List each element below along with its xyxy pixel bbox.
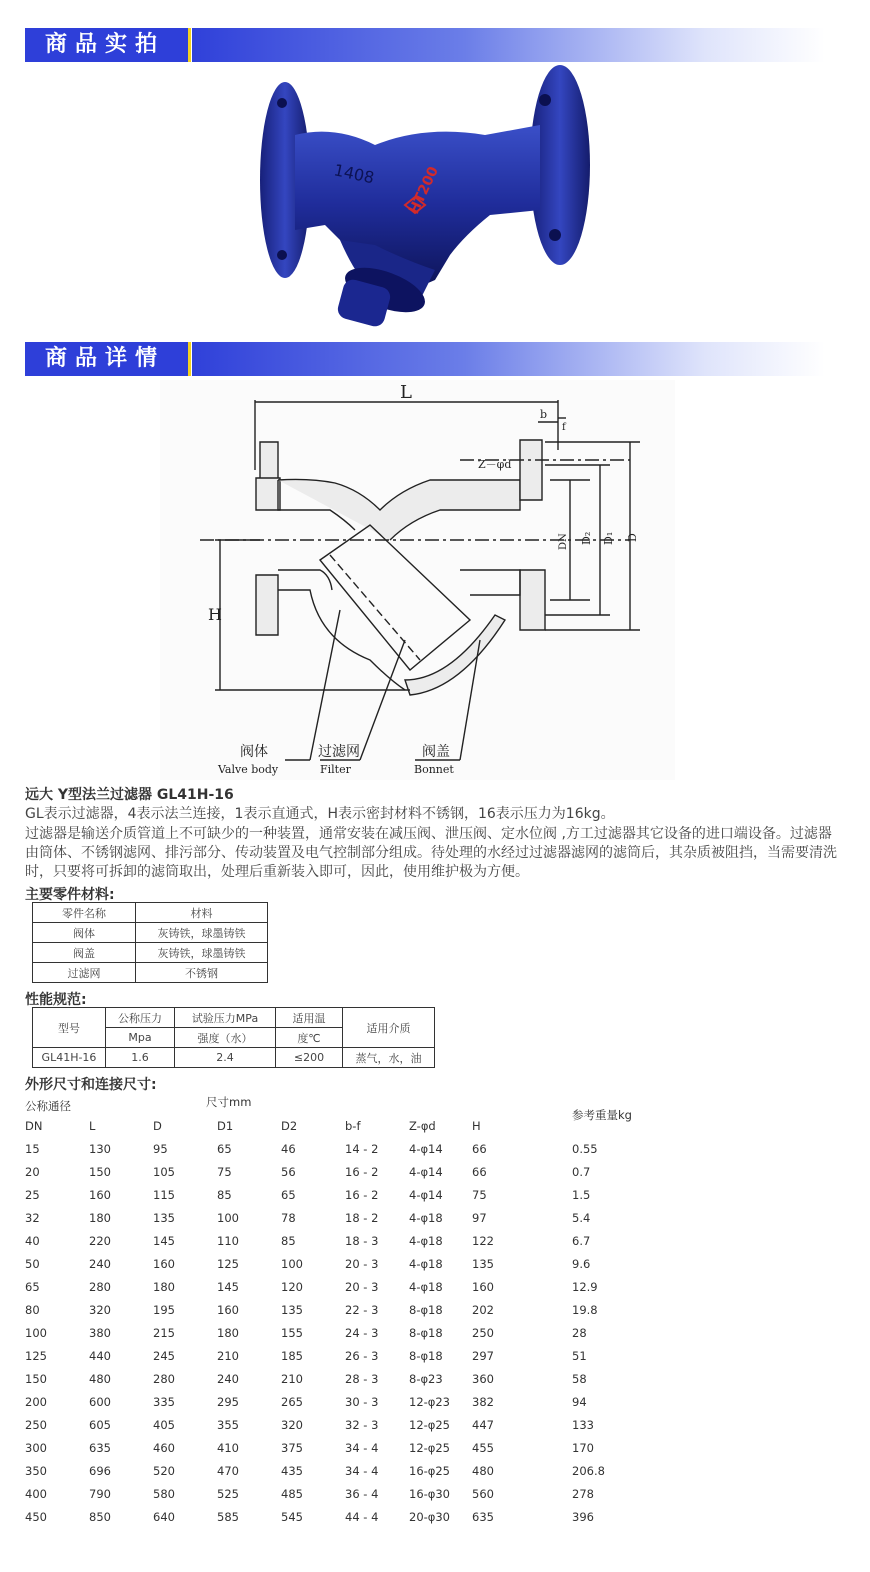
dim-table-cell: 34 - 4: [345, 1441, 379, 1455]
dim-table-cell: 12-φ23: [409, 1395, 451, 1409]
dim-table-cell: 300: [25, 1441, 47, 1455]
dim-table-cell: 4-φ18: [409, 1257, 443, 1271]
dim-table-cell: 32 - 3: [345, 1418, 379, 1432]
table-cell: GL41H-16: [33, 1048, 106, 1068]
table-cell: 灰铸铁，球墨铸铁: [136, 923, 268, 943]
dim-table-cell: 65: [281, 1188, 296, 1202]
dim-table-cell: 145: [217, 1280, 239, 1294]
dim-table-cell: 125: [25, 1349, 47, 1363]
dim-table-cell: 32: [25, 1211, 40, 1225]
dim-table-cell: 335: [153, 1395, 175, 1409]
dim-table-cell: 240: [217, 1372, 239, 1386]
table-cell: ≤200: [276, 1048, 343, 1068]
dim-table-cell: 145: [153, 1234, 175, 1248]
dim-table-cell: 20 - 3: [345, 1257, 379, 1271]
dim-table-cell: 375: [281, 1441, 303, 1455]
dim-table-cell: 4-φ18: [409, 1211, 443, 1225]
nominal-diameter-label: 公称通径: [25, 1099, 71, 1113]
dim-table-cell: 28 - 3: [345, 1372, 379, 1386]
materials-heading: 主要零件材料:: [25, 887, 115, 903]
dim-table-cell: 400: [25, 1487, 47, 1501]
dim-table-cell: 85: [281, 1234, 296, 1248]
dim-table-cell: 202: [472, 1303, 494, 1317]
table-row: [33, 943, 268, 963]
dim-table-cell: 66: [472, 1142, 487, 1156]
svg-text:1408: 1408: [332, 160, 376, 188]
table-header-cell: 零件名称: [33, 903, 136, 923]
dim-table-cell: 22 - 3: [345, 1303, 379, 1317]
table-header-cell: 适用介质: [343, 1008, 435, 1048]
drawing-label-D2: D₂: [580, 531, 593, 545]
dim-table-cell: 280: [153, 1372, 175, 1386]
dim-table-cell: 155: [281, 1326, 303, 1340]
dim-table-cell: 160: [472, 1280, 494, 1294]
dim-table-cell: 16 - 2: [345, 1188, 379, 1202]
product-photo: [255, 65, 600, 337]
dim-column-header: D1: [217, 1119, 234, 1133]
dim-table-cell: 180: [89, 1211, 111, 1225]
dim-table-cell: 635: [89, 1441, 111, 1455]
dim-table-cell: 20 - 3: [345, 1280, 379, 1294]
dim-table-cell: 278: [572, 1487, 594, 1501]
dim-table-cell: 75: [217, 1165, 232, 1179]
dim-table-cell: 4-φ14: [409, 1188, 443, 1202]
table-header-cell: 型号: [33, 1008, 106, 1048]
table-header-row: [33, 903, 268, 923]
table-cell: 不锈钢: [136, 963, 268, 983]
dim-table-cell: 480: [89, 1372, 111, 1386]
dim-table-cell: 480: [472, 1464, 494, 1478]
casting-mark: HT200: [406, 164, 442, 217]
drawing-label-f: f: [562, 422, 566, 433]
dim-table-cell: 150: [89, 1165, 111, 1179]
dim-column-header: D2: [281, 1119, 298, 1133]
dim-table-cell: 1.5: [572, 1188, 591, 1202]
table-header-cell: 试验压力MPa: [175, 1008, 276, 1028]
dim-table-cell: 16 - 2: [345, 1165, 379, 1179]
dim-table-cell: 85: [217, 1188, 232, 1202]
dim-table-cell: 160: [217, 1303, 239, 1317]
table-cell: 过滤网: [33, 963, 136, 983]
table-cell: 蒸气，水，油: [343, 1048, 435, 1068]
dim-column-header: Z-φd: [409, 1119, 436, 1133]
dim-table-cell: 0.7: [572, 1165, 591, 1179]
photo-section-title: 商品实拍: [45, 32, 166, 57]
dim-table-cell: 34 - 4: [345, 1464, 379, 1478]
dim-table-cell: 18 - 2: [345, 1211, 379, 1225]
dim-table-cell: 447: [472, 1418, 494, 1432]
performance-heading: 性能规范:: [25, 992, 87, 1008]
drawing-label-zphid: Z－φd: [478, 458, 512, 471]
dim-column-header: D: [153, 1119, 162, 1133]
dim-table-cell: 600: [89, 1395, 111, 1409]
dim-table-cell: 790: [89, 1487, 111, 1501]
dim-table-cell: 135: [153, 1211, 175, 1225]
dim-table-cell: 396: [572, 1510, 594, 1524]
dim-table-cell: 8-φ23: [409, 1372, 443, 1386]
table-header-cell: 度℃: [276, 1028, 343, 1048]
dim-table-cell: 520: [153, 1464, 175, 1478]
dim-table-cell: 405: [153, 1418, 175, 1432]
dim-table-cell: 20: [25, 1165, 40, 1179]
dim-table-cell: 185: [281, 1349, 303, 1363]
dim-table-cell: 250: [472, 1326, 494, 1340]
dim-column-header: b-f: [345, 1119, 361, 1133]
part-bonnet-en: Bonnet: [414, 763, 454, 776]
dim-table-cell: 4-φ14: [409, 1165, 443, 1179]
dim-table-cell: 133: [572, 1418, 594, 1432]
drawing-label-D1: D₁: [602, 531, 615, 545]
product-desc-usage: 过滤器是输送介质管道上不可缺少的一种装置，通常安装在减压阀、泄压阀、定水位阀 ,方工过滤器其它设备的进口端设备。过滤器由筒体、不锈钢滤网、排污部分、传动装置及电气控制部分组成。待处理的水经过过滤器滤网的滤筒后，其杂质被阻挡，当需要清洗时，只要将可拆卸的滤筒取出，处理后重新装入即可，因此，使用维护极为方便。: [25, 826, 837, 880]
dim-table-cell: 19.8: [572, 1303, 598, 1317]
table-cell: 阀盖: [33, 943, 136, 963]
dim-table-cell: 5.4: [572, 1211, 591, 1225]
dim-table-cell: 12-φ25: [409, 1418, 451, 1432]
dim-table-cell: 460: [153, 1441, 175, 1455]
dim-table-cell: 12.9: [572, 1280, 598, 1294]
performance-table: [32, 1007, 435, 1068]
dim-table-cell: 24 - 3: [345, 1326, 379, 1340]
product-title: 远大 Y型法兰过滤器 GL41H-16: [25, 787, 234, 803]
dim-table-cell: 25: [25, 1188, 40, 1202]
drawing-label-L: L: [400, 382, 412, 403]
dim-table-cell: 4-φ18: [409, 1280, 443, 1294]
dim-table-cell: 180: [153, 1280, 175, 1294]
dim-table-cell: 36 - 4: [345, 1487, 379, 1501]
dim-column-header: DN: [25, 1119, 43, 1133]
dim-table-cell: 350: [25, 1464, 47, 1478]
dim-table-cell: 150: [25, 1372, 47, 1386]
dim-table-cell: 58: [572, 1372, 587, 1386]
dim-table-cell: 640: [153, 1510, 175, 1524]
dim-table-cell: 105: [153, 1165, 175, 1179]
dim-table-cell: 50: [25, 1257, 40, 1271]
dim-table-cell: 4-φ18: [409, 1234, 443, 1248]
dim-table-cell: 95: [153, 1142, 168, 1156]
dim-table-cell: 44 - 4: [345, 1510, 379, 1524]
dim-table-cell: 100: [25, 1326, 47, 1340]
dim-table-cell: 160: [153, 1257, 175, 1271]
dimensions-heading: 外形尺寸和连接尺寸:: [25, 1077, 157, 1093]
dim-table-cell: 130: [89, 1142, 111, 1156]
dim-table-cell: 8-φ18: [409, 1349, 443, 1363]
dim-column-header: H: [472, 1119, 481, 1133]
dim-table-cell: 12-φ25: [409, 1441, 451, 1455]
dim-table-cell: 200: [25, 1395, 47, 1409]
dim-table-cell: 265: [281, 1395, 303, 1409]
dim-table-cell: 206.8: [572, 1464, 605, 1478]
dim-table-cell: 16-φ25: [409, 1464, 451, 1478]
table-header-cell: Mpa: [106, 1028, 175, 1048]
dim-table-cell: 66: [472, 1165, 487, 1179]
dim-table-cell: 220: [89, 1234, 111, 1248]
dim-table-cell: 470: [217, 1464, 239, 1478]
drawing-label-DN: DN: [558, 533, 569, 550]
dim-table-cell: 15: [25, 1142, 40, 1156]
table-cell: 2.4: [175, 1048, 276, 1068]
dim-table-cell: 215: [153, 1326, 175, 1340]
dim-column-header: L: [89, 1119, 96, 1133]
table-row: [33, 1048, 435, 1068]
detail-section-title: 商品详情: [45, 346, 166, 371]
dim-table-cell: 382: [472, 1395, 494, 1409]
dim-table-cell: 297: [472, 1349, 494, 1363]
dim-table-cell: 410: [217, 1441, 239, 1455]
dim-table-cell: 245: [153, 1349, 175, 1363]
dim-table-cell: 240: [89, 1257, 111, 1271]
dim-table-cell: 580: [153, 1487, 175, 1501]
dim-table-cell: 450: [25, 1510, 47, 1524]
table-header-cell: 公称压力: [106, 1008, 175, 1028]
detail-section-banner: [25, 342, 825, 376]
dim-table-cell: 28: [572, 1326, 587, 1340]
part-body-en: Valve body: [218, 763, 279, 776]
table-row: [33, 963, 268, 983]
materials-table: [32, 902, 268, 983]
dim-table-cell: 65: [25, 1280, 40, 1294]
product-desc-model: GL表示过滤器，4表示法兰连接，1表示直通式，H表示密封材料不锈钢，16表示压力为16kg。: [25, 806, 615, 822]
dim-table-cell: 605: [89, 1418, 111, 1432]
dim-table-cell: 16-φ30: [409, 1487, 451, 1501]
dim-table-cell: 210: [217, 1349, 239, 1363]
drawing-label-H: H: [208, 605, 222, 624]
drawing-label-D: D: [626, 533, 639, 542]
dim-table-cell: 56: [281, 1165, 296, 1179]
dim-table-cell: 110: [217, 1234, 239, 1248]
dim-table-cell: 100: [281, 1257, 303, 1271]
dim-table-cell: 440: [89, 1349, 111, 1363]
dim-table-cell: 380: [89, 1326, 111, 1340]
dim-table-cell: 120: [281, 1280, 303, 1294]
dim-table-cell: 435: [281, 1464, 303, 1478]
dim-table-cell: 696: [89, 1464, 111, 1478]
table-cell: 1.6: [106, 1048, 175, 1068]
dim-table-cell: 65: [217, 1142, 232, 1156]
dim-table-cell: 4-φ14: [409, 1142, 443, 1156]
dim-table-cell: 850: [89, 1510, 111, 1524]
dim-table-cell: 40: [25, 1234, 40, 1248]
dim-table-cell: 100: [217, 1211, 239, 1225]
dim-table-cell: 455: [472, 1441, 494, 1455]
dim-table-cell: 46: [281, 1142, 296, 1156]
dim-table-cell: 135: [472, 1257, 494, 1271]
dim-table-cell: 18 - 3: [345, 1234, 379, 1248]
dim-table-cell: 585: [217, 1510, 239, 1524]
table-header-cell: 材料: [136, 903, 268, 923]
dim-table-cell: 195: [153, 1303, 175, 1317]
dim-table-cell: 51: [572, 1349, 587, 1363]
part-body-cn: 阀体: [240, 744, 268, 760]
part-bonnet-cn: 阀盖: [422, 744, 450, 760]
table-cell: 阀体: [33, 923, 136, 943]
table-cell: 灰铸铁，球墨铸铁: [136, 943, 268, 963]
dim-table-cell: 8-φ18: [409, 1303, 443, 1317]
dim-table-cell: 97: [472, 1211, 487, 1225]
dim-table-cell: 80: [25, 1303, 40, 1317]
dim-table-cell: 160: [89, 1188, 111, 1202]
dim-table-cell: 20-φ30: [409, 1510, 451, 1524]
dim-table-cell: 210: [281, 1372, 303, 1386]
dimensions-table: [25, 1095, 665, 1538]
dim-table-cell: 135: [281, 1303, 303, 1317]
dim-table-cell: 180: [217, 1326, 239, 1340]
weight-label: 参考重量kg: [572, 1108, 632, 1122]
dim-table-cell: 635: [472, 1510, 494, 1524]
dim-table-cell: 6.7: [572, 1234, 591, 1248]
drawing-label-b: b: [540, 408, 548, 421]
dim-table-cell: 9.6: [572, 1257, 591, 1271]
dim-table-cell: 295: [217, 1395, 239, 1409]
dim-table-cell: 280: [89, 1280, 111, 1294]
size-mm-label: 尺寸mm: [206, 1095, 252, 1109]
table-header-cell: 适用温: [276, 1008, 343, 1028]
dim-table-cell: 78: [281, 1211, 296, 1225]
dim-table-cell: 360: [472, 1372, 494, 1386]
dim-table-cell: 115: [153, 1188, 175, 1202]
photo-section-banner: [25, 28, 825, 62]
banner-divider: [191, 342, 192, 376]
table-header-cell: 强度（水）: [175, 1028, 276, 1048]
dim-table-cell: 94: [572, 1395, 587, 1409]
dim-table-cell: 560: [472, 1487, 494, 1501]
technical-drawing: [160, 380, 675, 780]
table-row: [33, 923, 268, 943]
dim-table-cell: 75: [472, 1188, 487, 1202]
dim-table-cell: 525: [217, 1487, 239, 1501]
dim-table-cell: 320: [281, 1418, 303, 1432]
dim-table-cell: 250: [25, 1418, 47, 1432]
dim-table-cell: 545: [281, 1510, 303, 1524]
table-header-row: [33, 1008, 435, 1028]
dim-table-cell: 320: [89, 1303, 111, 1317]
dim-table-cell: 485: [281, 1487, 303, 1501]
dim-table-cell: 125: [217, 1257, 239, 1271]
dim-table-cell: 355: [217, 1418, 239, 1432]
dim-table-cell: 8-φ18: [409, 1326, 443, 1340]
part-filter-en: Filter: [320, 763, 351, 776]
dim-table-cell: 170: [572, 1441, 594, 1455]
banner-divider: [191, 28, 192, 62]
dim-table-cell: 30 - 3: [345, 1395, 379, 1409]
dim-table-cell: 14 - 2: [345, 1142, 379, 1156]
dim-table-cell: 0.55: [572, 1142, 598, 1156]
part-filter-cn: 过滤网: [318, 744, 360, 760]
dim-table-cell: 122: [472, 1234, 494, 1248]
dim-table-cell: 26 - 3: [345, 1349, 379, 1363]
